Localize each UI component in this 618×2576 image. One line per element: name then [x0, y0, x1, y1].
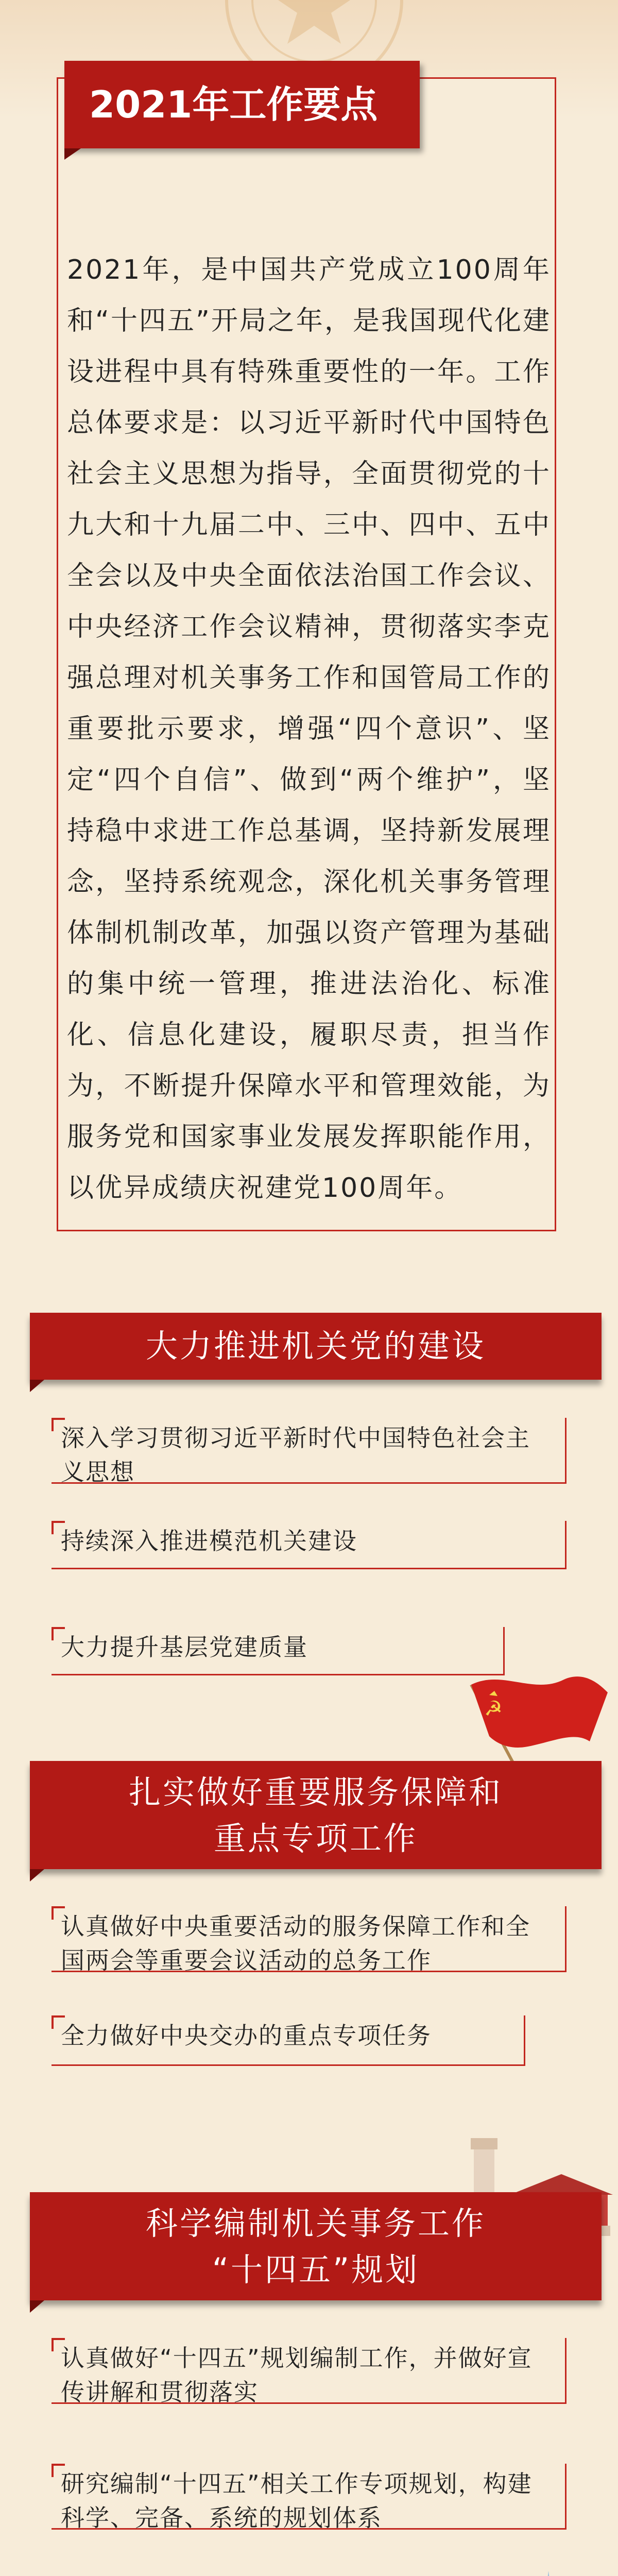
list-item — [52, 1906, 566, 1972]
list-item-text: 深入学习贯彻习近平新时代中国特色社会主义思想 — [61, 1424, 530, 1486]
section-banner-five-year-plan — [30, 2192, 602, 2300]
intro-paragraph: 2021年，是中国共产党成立100周年和“十四五”开局之年，是我国现代化建设进程中具有特殊重要性的一年。工作总体要求是：以习近平新时代中国特色社会主义思想为指导，全面贯彻党的十九大和十九届二中、三中、四中、五中全会以及中央全面依法治国工作会议、中央经济工作会议精神，贯彻落实李克强总理对机关事务工作和国管局工作的重要批示要求，增强“四个意识”、坚定“四个自信”、做到“两个维护”，坚持稳中求进工作总基调，坚持新发展理念，坚持系统观念，深化机关事务管理体制机制改革，加强以资产管理为基础的集中统一管理，推进法治化、标准化、信息化建设，履职尽责，担当作为，不断提升保障水平和管理效能，为服务党和国家事业发展发挥职能作用，以优异成绩庆祝建党100周年。 — [67, 255, 551, 1204]
list-item — [52, 1418, 566, 1484]
list-item-text: 认真做好中央重要活动的服务保障工作和全国两会等重要会议活动的总务工作 — [61, 1912, 530, 1974]
section-title-line-1: 扎实做好重要服务保障和 — [128, 1773, 503, 1811]
list-item-text: 研究编制“十四五”相关工作专项规划，构建科学、完备、系统的规划体系 — [61, 2470, 533, 2532]
title-banner — [64, 61, 420, 148]
section-title-line-1: 科学编制机关事务工作 — [145, 2205, 486, 2242]
list-item — [52, 2015, 525, 2066]
section-title: 大力推进机关党的建设 — [145, 1327, 486, 1365]
list-item-text: 认真做好“十四五”规划编制工作，并做好宣传讲解和贯彻落实 — [61, 2344, 533, 2406]
section-banner-service-guarantee — [30, 1761, 602, 1869]
list-item — [52, 1627, 505, 1675]
section-title-line-2: “十四五”规划 — [212, 2251, 420, 2289]
chart-decoration-icon — [479, 2550, 613, 2576]
section-banner-party-building — [30, 1313, 602, 1380]
svg-text:☭: ☭ — [484, 1697, 503, 1721]
list-item-text: 全力做好中央交办的重点专项任务 — [61, 2022, 432, 2049]
page-title: 2021年工作要点 — [89, 83, 378, 126]
section-title-line-2: 重点专项工作 — [213, 1820, 418, 1857]
list-item — [52, 1521, 566, 1569]
list-item-text: 持续深入推进模范机关建设 — [61, 1527, 357, 1555]
list-item — [52, 2338, 566, 2404]
list-item — [52, 2464, 566, 2530]
list-item-text: 大力提升基层党建质量 — [61, 1633, 308, 1661]
